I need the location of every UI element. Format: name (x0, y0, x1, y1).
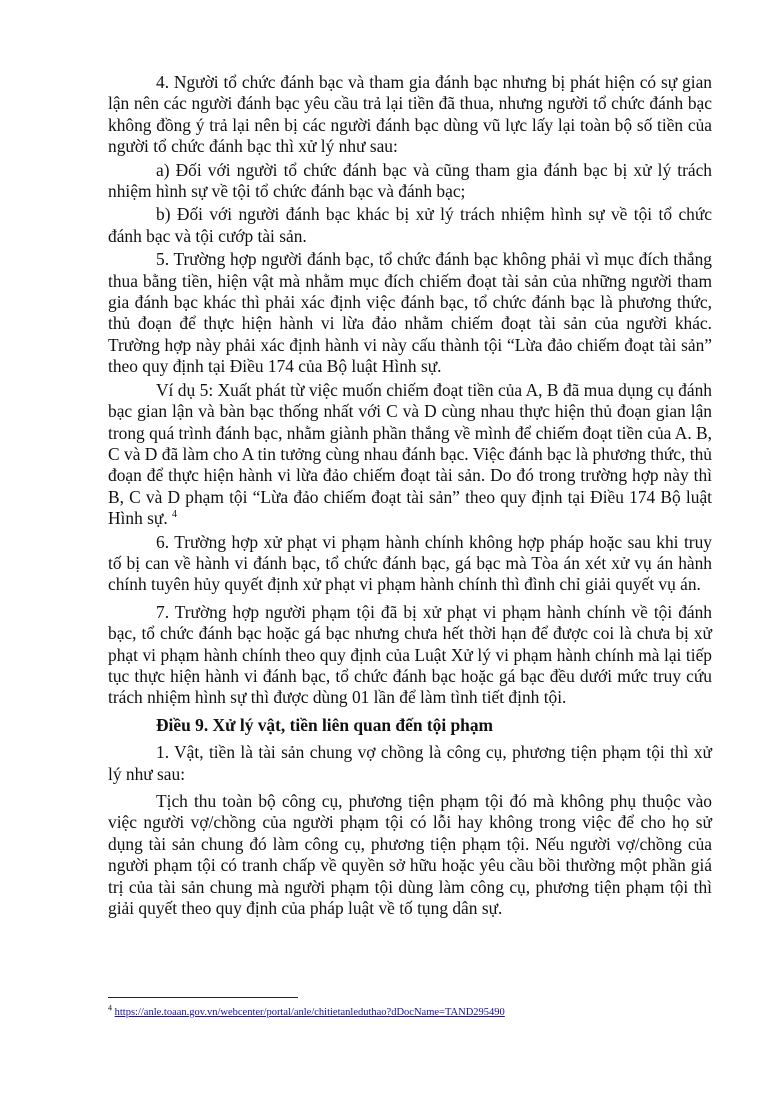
paragraph-7: 7. Trường hợp người phạm tội đã bị xử phạt vi phạm hành chính về tội đánh bạc, tổ chức đánh bạc hoặc gá bạc nhưng chưa hết thời hạn để được coi là chưa bị xử phạt vi phạm hành chính theo quy định của Luật Xử lý vi phạm hành chính mà lại tiếp tục thực hiện hành vi đánh bạc, tổ chức đánh bạc hoặc gá bạc đều dưới mức truy cứu trách nhiệm hình sự thì được dùng 01 lần để làm tình tiết định tội. (108, 601, 712, 708)
footnote-divider (108, 997, 298, 998)
article-9-paragraph-1-body: Tịch thu toàn bộ công cụ, phương tiện phạm tội đó mà không phụ thuộc vào việc người vợ/chồng của người phạm tội có lỗi hay không trong việc để cho họ sử dụng tài sản chung đó làm công cụ, phương tiện phạm tội. Nếu người vợ/chồng của người phạm tội có tranh chấp về quyền sở hữu hoặc yêu cầu bồi thường một phần giá trị của tài sản chung mà người phạm tội dùng làm công cụ, phương tiện phạm tội thì giải quyết theo quy định của pháp luật về tố tụng dân sự. (108, 791, 712, 919)
footnote (108, 1003, 712, 1019)
article-9-paragraph-1: 1. Vật, tiền là tài sản chung vợ chồng là công cụ, phương tiện phạm tội thì xử lý như sau: (108, 742, 712, 784)
paragraph-4a: a) Đối với người tổ chức đánh bạc và cũng tham gia đánh bạc bị xử lý trách nhiệm hình sự về tội tổ chức đánh bạc và đánh bạc; (108, 159, 712, 202)
paragraph-6: 6. Trường hợp xử phạt vi phạm hành chính không hợp pháp hoặc sau khi truy tố bị can về hành vi đánh bạc, tổ chức đánh bạc, gá bạc mà Tòa án xét xử vụ án hành chính tuyên hủy quyết định xử phạt vi phạm hành chính thì đình chỉ giải quyết vụ án. (108, 531, 712, 595)
paragraph-4: 4. Người tổ chức đánh bạc và tham gia đánh bạc nhưng bị phát hiện có sự gian lận nên các người đánh bạc yêu cầu trả lại tiền đã thua, nhưng người tổ chức đánh bạc không đồng ý trả lại nên bị các người đánh bạc dùng vũ lực lấy lại toàn bộ số tiền của người tổ chức đánh bạc thì xử lý như sau: (108, 72, 712, 157)
example-5-text: Ví dụ 5: Xuất phát từ việc muốn chiếm đoạt tiền của A, B đã mua dụng cụ đánh bạc gian lận và bàn bạc thống nhất với C và D cùng nhau thực hiện thủ đoạn gian lận trong quá trình đánh bạc, nhằm giành phần thắng về mình để chiếm đoạt tiền của A. B, C và D đã làm cho A tin tưởng cùng nhau đánh bạc. Việc đánh bạc là phương thức, thủ đoạn để thực hiện hành vi lừa đảo chiếm đoạt tài sản. Do đó trong trường hợp này thì B, C và D phạm tội “Lừa đảo chiếm đoạt tài sản” theo quy định tại Điều 174 Bộ luật Hình sự. (108, 379, 712, 529)
paragraph-5: 5. Trường hợp người đánh bạc, tổ chức đánh bạc không phải vì mục đích thắng thua bằng tiền, hiện vật mà nhằm mục đích chiếm đoạt tài sản của những người tham gia đánh bạc khác thì phải xác định việc đánh bạc, tổ chức đánh bạc là phương thức, thủ đoạn để thực hiện hành vi lừa đảo nhằm chiếm đoạt tài sản của người khác. Trường hợp này phải xác định hành vi này cấu thành tội “Lừa đảo chiếm đoạt tài sản” theo quy định tại Điều 174 của Bộ luật Hình sự. (108, 249, 712, 377)
paragraph-4b: b) Đối với người đánh bạc khác bị xử lý trách nhiệm hình sự về tội tổ chức đánh bạc và tội cướp tài sản. (108, 204, 712, 246)
document-body (108, 72, 712, 925)
example-5 (108, 380, 712, 530)
footnote-number: 4 (108, 1003, 112, 1013)
footnote-link[interactable]: https://anle.toaan.gov.vn/webcenter/portal/anle/chitietanleduthao?dDocName=TAND295490 (114, 1007, 505, 1018)
footnote-reference: 4 (172, 509, 178, 521)
article-9-heading: Điều 9. Xử lý vật, tiền liên quan đến tội phạm (156, 714, 494, 735)
